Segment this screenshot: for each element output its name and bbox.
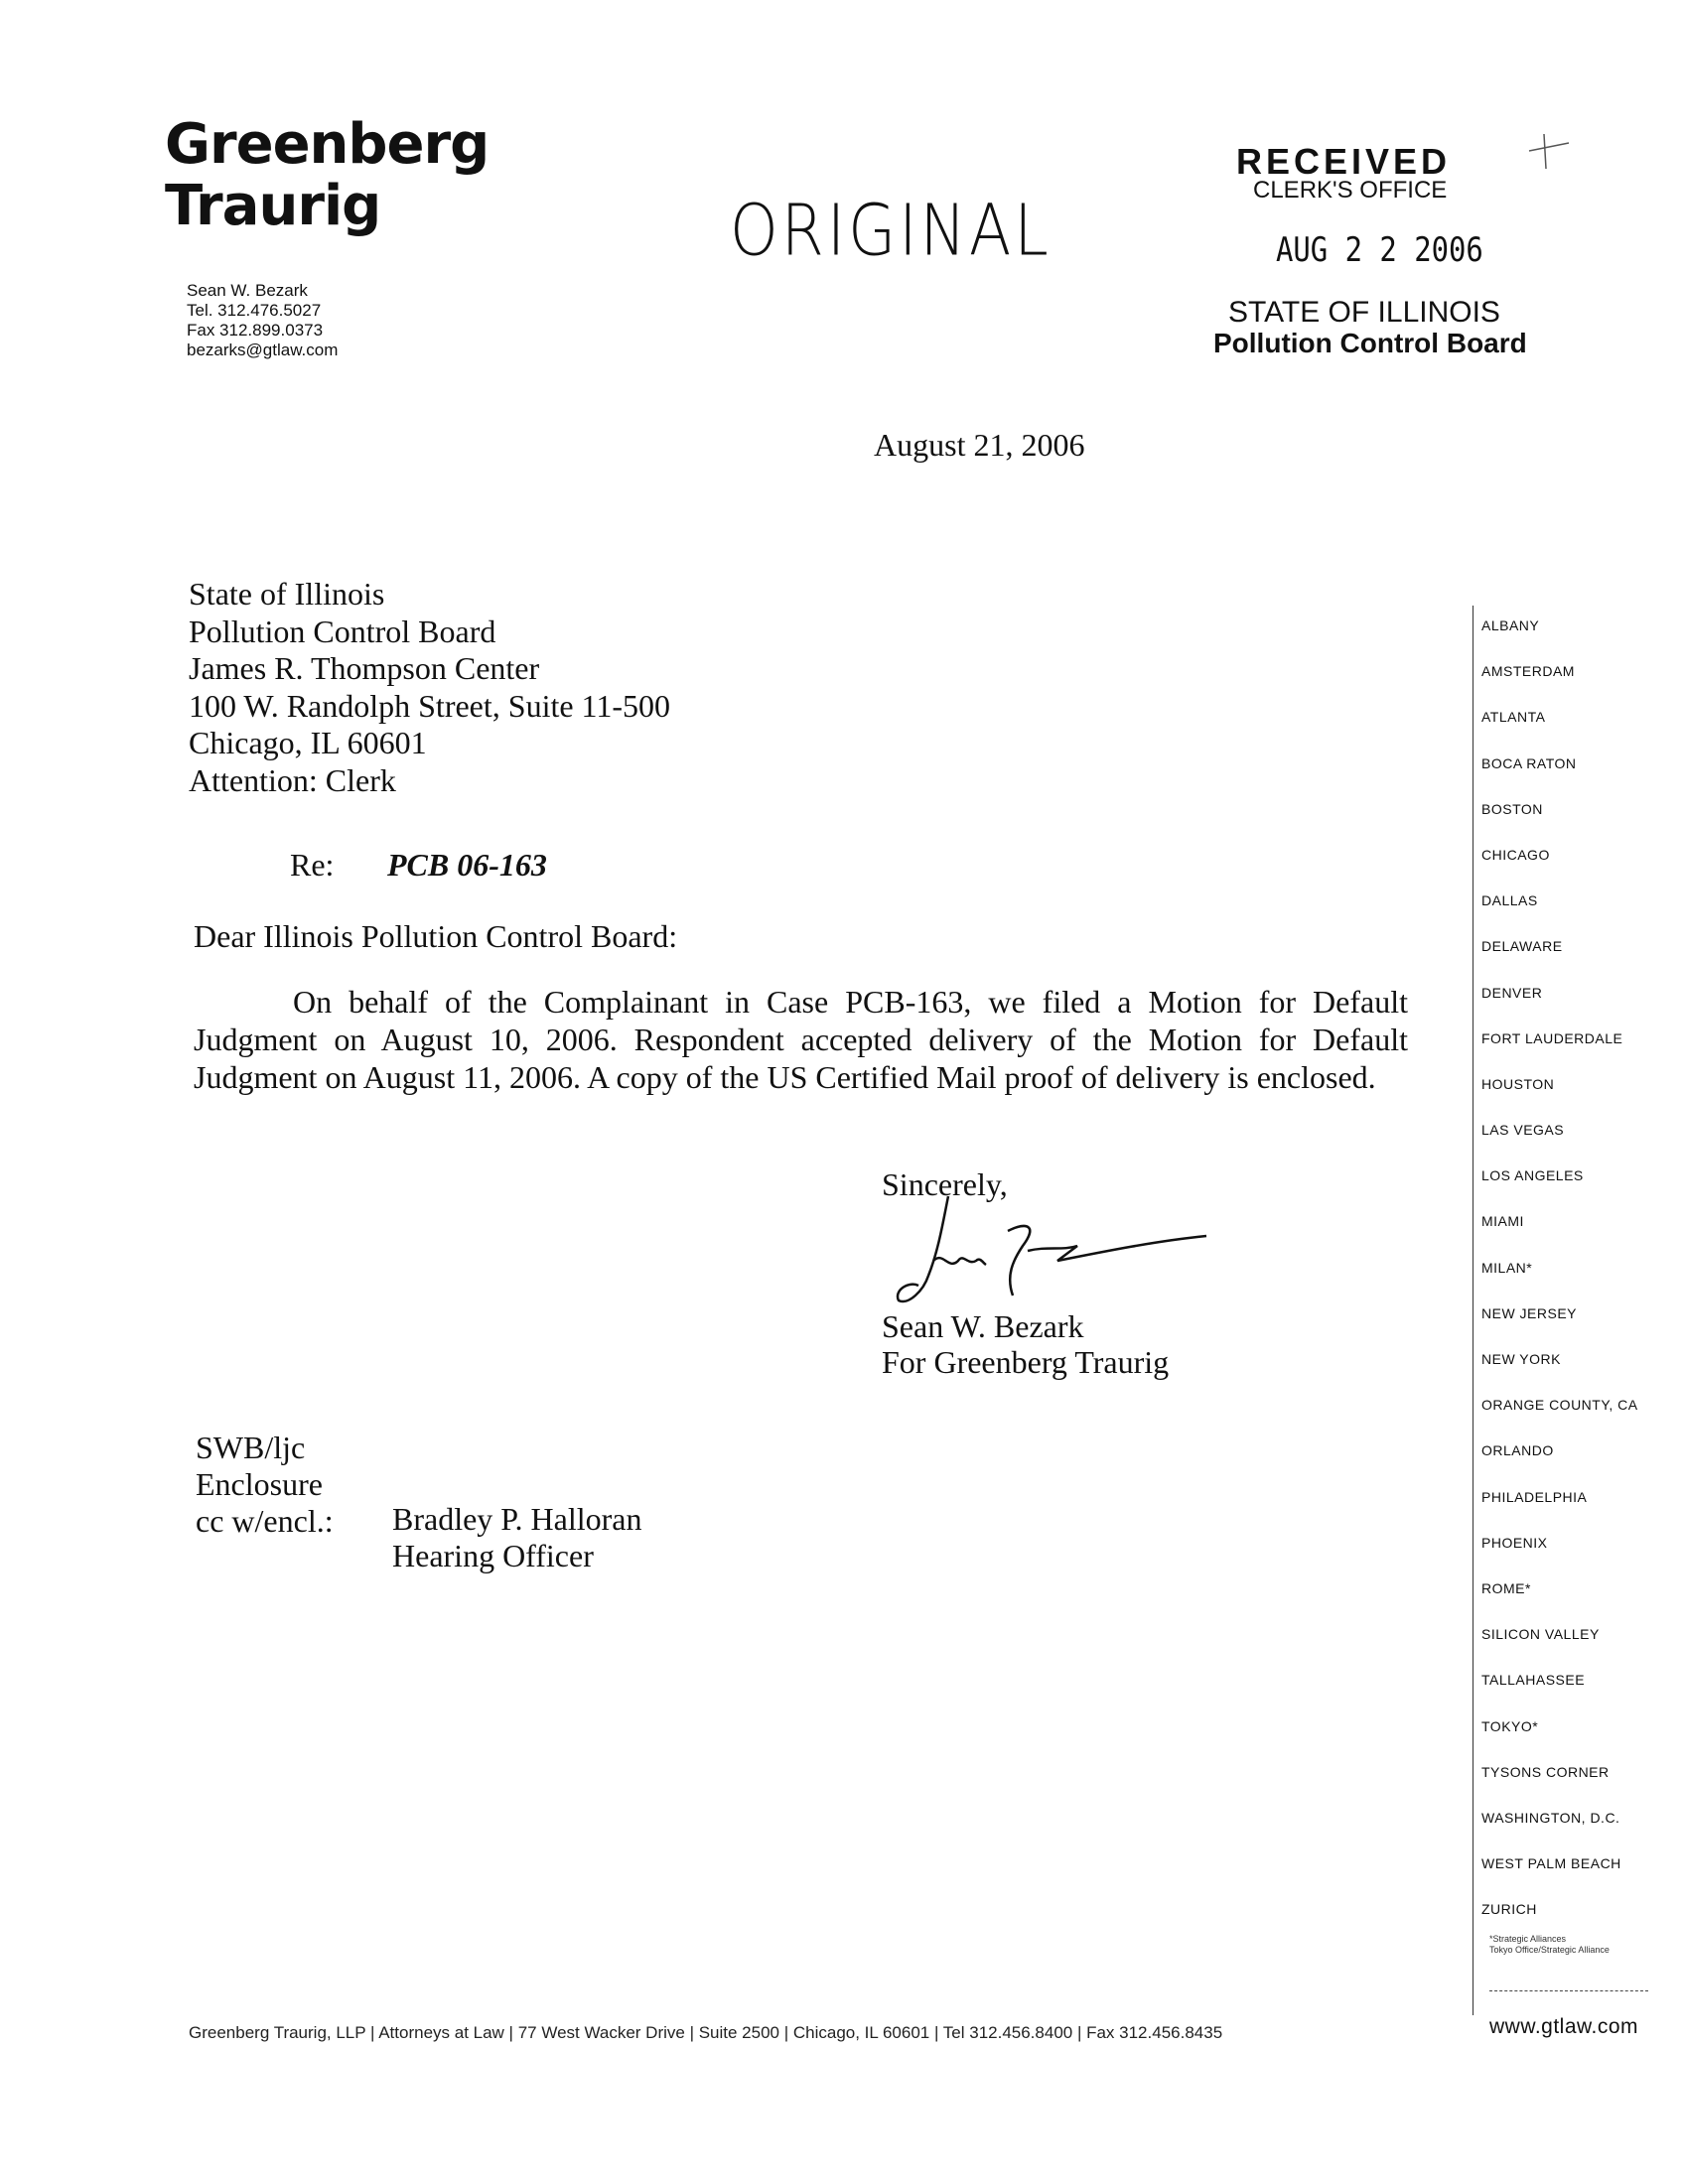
letter-body — [194, 983, 1408, 1096]
address-line: Attention: Clerk — [189, 761, 396, 798]
letter-notations — [196, 1430, 334, 1540]
address-line: 100 W. Randolph Street, Suite 11-500 — [189, 687, 671, 724]
cc-label: cc w/encl.: — [196, 1503, 334, 1539]
office-footnote-line: *Strategic Alliances — [1489, 1934, 1567, 1944]
office-list — [1481, 615, 1638, 1945]
cc-recipient-title: Hearing Officer — [392, 1538, 594, 1573]
office-footnote — [1489, 1934, 1610, 1956]
office-item: MILAN* — [1481, 1259, 1533, 1276]
office-footnote-line: Tokyo Office/Strategic Alliance — [1489, 1945, 1610, 1955]
office-item: PHILADELPHIA — [1481, 1488, 1588, 1505]
office-item: LOS ANGELES — [1481, 1167, 1584, 1184]
office-item: NEW YORK — [1481, 1351, 1561, 1367]
original-stamp: ORIGINAL — [730, 189, 1052, 272]
signer-firm: For Greenberg Traurig — [882, 1344, 1170, 1380]
signer-name: Sean W. Bezark — [882, 1308, 1084, 1344]
sidebar-divider — [1473, 606, 1474, 2015]
address-line: State of Illinois — [189, 576, 385, 612]
received-stamp-office: CLERK'S OFFICE — [1253, 177, 1448, 204]
sender-name: Sean W. Bezark — [187, 281, 308, 300]
office-item: ALBANY — [1481, 617, 1540, 633]
page-footer: Greenberg Traurig, LLP | Attorneys at Law | 77 West Wacker Drive | Suite 2500 | Chicago, IL 60601 | Tel 312.456.8400 | Fax 312.456.8435 — [189, 2023, 1223, 2042]
typist-initials: SWB/ljc — [196, 1430, 306, 1465]
address-line: Chicago, IL 60601 — [189, 725, 427, 760]
office-item: ZURICH — [1481, 1901, 1537, 1918]
sidebar-rule — [1489, 1990, 1648, 1991]
handwritten-signature — [889, 1191, 1216, 1315]
office-item: ORLANDO — [1481, 1442, 1554, 1459]
body-paragraph: On behalf of the Complainant in Case PCB-163, we filed a Motion for Default Judgment on August 10, 2006. Respondent accepted delivery of the Motion for Default Judgment on August 11, 2006. A copy of the US Certified Mail proof of delivery is enclosed. — [194, 984, 1408, 1095]
office-item: LAS VEGAS — [1481, 1122, 1565, 1139]
office-item: WEST PALM BEACH — [1481, 1855, 1621, 1872]
enclosure-note: Enclosure — [196, 1466, 323, 1502]
logo-line-2: Traurig — [165, 174, 381, 238]
office-item: DELAWARE — [1481, 938, 1563, 955]
office-item: TOKYO* — [1481, 1717, 1539, 1734]
office-item: CHICAGO — [1481, 846, 1550, 863]
sender-email: bezarks@gtlaw.com — [187, 341, 339, 359]
case-number: PCB 06-163 — [387, 847, 547, 883]
office-item: WASHINGTON, D.C. — [1481, 1809, 1620, 1826]
firm-logo — [165, 114, 489, 237]
office-item: BOCA RATON — [1481, 754, 1577, 771]
cc-recipient — [392, 1501, 642, 1574]
office-item: TYSONS CORNER — [1481, 1763, 1610, 1780]
office-item: MIAMI — [1481, 1213, 1524, 1230]
salutation: Dear Illinois Pollution Control Board: — [194, 918, 678, 954]
office-item: HOUSTON — [1481, 1075, 1555, 1092]
office-item: PHOENIX — [1481, 1534, 1548, 1551]
office-item: BOSTON — [1481, 800, 1543, 817]
office-item: ORANGE COUNTY, CA — [1481, 1397, 1638, 1414]
pen-mark-icon — [1524, 129, 1574, 174]
office-item: DENVER — [1481, 984, 1543, 1001]
website-link[interactable]: www.gtlaw.com — [1489, 2015, 1639, 2038]
recipient-address — [189, 576, 670, 799]
letter-date: August 21, 2006 — [874, 427, 1085, 463]
office-item: NEW JERSEY — [1481, 1304, 1578, 1321]
sender-contact — [187, 281, 338, 360]
sender-fax: Fax 312.899.0373 — [187, 321, 324, 340]
address-line: Pollution Control Board — [189, 613, 496, 649]
office-item: ATLANTA — [1481, 709, 1546, 726]
received-stamp-title: RECEIVED — [1236, 141, 1452, 182]
office-item: DALLAS — [1481, 892, 1538, 909]
sender-tel: Tel. 312.476.5027 — [187, 301, 322, 320]
re-label: Re: — [290, 847, 335, 883]
office-item: AMSTERDAM — [1481, 663, 1575, 680]
received-stamp-date: AUG 2 2 2006 — [1276, 230, 1483, 270]
received-stamp-state: STATE OF ILLINOIS — [1228, 296, 1500, 329]
address-line: James R. Thompson Center — [189, 650, 540, 686]
received-stamp-board: Pollution Control Board — [1213, 328, 1527, 358]
office-item: FORT LAUDERDALE — [1481, 1029, 1623, 1046]
office-item: TALLAHASSEE — [1481, 1672, 1586, 1689]
cc-recipient-name: Bradley P. Halloran — [392, 1501, 642, 1537]
closing: Sincerely, — [882, 1166, 1008, 1202]
logo-line-1: Greenberg — [165, 112, 490, 177]
office-item: SILICON VALLEY — [1481, 1626, 1600, 1643]
office-item: ROME* — [1481, 1579, 1531, 1596]
